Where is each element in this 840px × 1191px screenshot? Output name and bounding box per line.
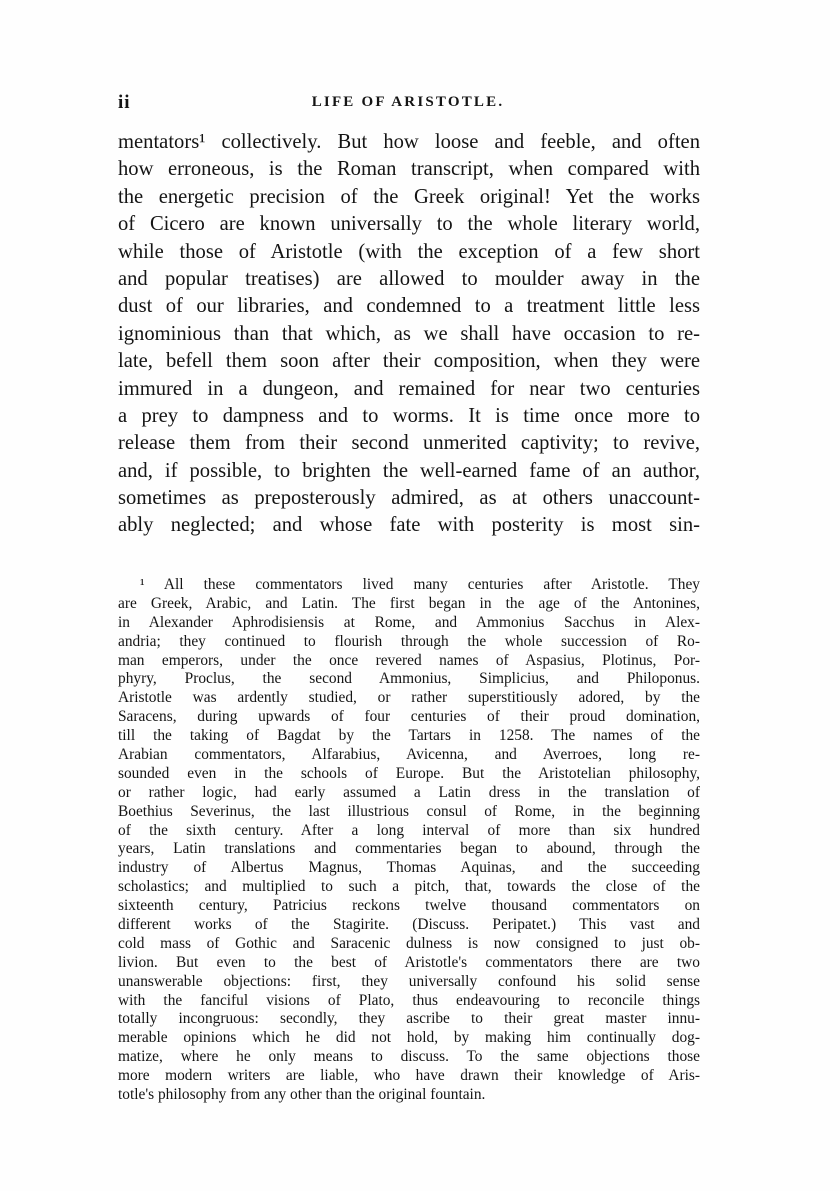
text-line: of Cicero are known universally to the whole literary world,: [118, 213, 700, 236]
footnote-line: with the fanciful visions of Plato, thus endeavouring to reconcile things: [118, 991, 700, 1009]
text-line: ignominious than that which, as we shall have occasion to re-: [118, 322, 700, 345]
text-line: sometimes as preposterously admired, as at others unaccount-: [118, 487, 700, 510]
footnote-line: or rather logic, had early assumed a Latin dress in the translation of: [118, 783, 700, 801]
page-number: ii: [118, 92, 131, 113]
running-title: LIFE OF ARISTOTLE.: [311, 94, 505, 110]
text-line: mentators¹ collectively. But how loose and feeble, and often: [118, 131, 700, 153]
footnote-line: andria; they continued to flourish through the whole succession of Ro-: [118, 632, 700, 650]
footnote-line: totle's philosophy from any other than the original fountain.: [118, 1086, 486, 1104]
footnote: [118, 576, 700, 1105]
text-line: dust of our libraries, and condemned to a treatment little less: [118, 295, 700, 318]
footnote-line: merable opinions which he did not hold, by making him continually dog-: [118, 1029, 700, 1047]
footnote-line: ¹ All these commentators lived many centuries after Aristotle. They: [140, 576, 700, 593]
main-text: [118, 129, 700, 540]
footnote-line: of the sixth century. After a long interval of more than six hundred: [118, 821, 700, 839]
footnote-line: cold mass of Gothic and Saracenic dulness is now consigned to just ob-: [118, 934, 700, 952]
footnote-line: matize, where he only means to discuss. To the same objections those: [118, 1048, 700, 1066]
footnote-line: Arabian commentators, Alfarabius, Avicenna, and Averroes, long re-: [118, 746, 700, 764]
text-line: the energetic precision of the Greek original! Yet the works: [118, 185, 700, 208]
text-line: how erroneous, is the Roman transcript, when compared with: [118, 158, 700, 181]
footnote-line: Aristotle was ardently studied, or rather superstitiously adored, by the: [118, 689, 700, 707]
footnote-line: different works of the Stagirite. (Discuss. Peripatet.) This vast and: [118, 916, 700, 934]
text-line: while those of Aristotle (with the exception of a few short: [118, 240, 700, 263]
footnote-line: unanswerable objections: first, they universally confound his solid sense: [118, 972, 700, 990]
footnote-line: Saracens, during upwards of four centuries of their proud domination,: [118, 708, 700, 726]
text-line: release them from their second unmerited captivity; to revive,: [118, 432, 700, 455]
footnote-line: till the taking of Bagdat by the Tartars in 1258. The names of the: [118, 727, 700, 745]
text-line: late, befell them soon after their composition, when they were: [118, 350, 700, 373]
text-line: ably neglected; and whose fate with posterity is most sin-: [118, 514, 700, 537]
footnote-line: man emperors, under the once revered names of Aspasius, Plotinus, Por-: [118, 651, 700, 669]
footnote-line: sounded even in the schools of Europe. But the Aristotelian philosophy,: [118, 764, 700, 782]
footnote-line: in Alexander Aphrodisiensis at Rome, and Ammonius Sacchus in Alex-: [118, 613, 700, 631]
footnote-line: totally incongruous: secondly, they ascribe to their great master innu-: [118, 1010, 700, 1028]
footnote-line: are Greek, Arabic, and Latin. The first began in the age of the Antonines,: [118, 594, 700, 612]
page-header: [118, 92, 698, 114]
text-line: a prey to dampness and to worms. It is time once more to: [118, 404, 700, 427]
text-line: and popular treatises) are allowed to moulder away in the: [118, 267, 700, 290]
footnote-line: sixteenth century, Patricius reckons twelve thousand commentators on: [118, 897, 700, 915]
footnote-line: industry of Albertus Magnus, Thomas Aquinas, and the succeeding: [118, 859, 700, 877]
text-line: and, if possible, to brighten the well-earned fame of an author,: [118, 459, 700, 482]
footnote-line: phyry, Proclus, the second Ammonius, Simplicius, and Philoponus.: [118, 670, 700, 688]
text-line: immured in a dungeon, and remained for near two centuries: [118, 377, 700, 400]
footnote-line: scholastics; and multiplied to such a pitch, that, towards the close of the: [118, 878, 700, 896]
footnote-line: Boethius Severinus, the last illustrious consul of Rome, in the beginning: [118, 802, 700, 820]
footnote-line: years, Latin translations and commentaries began to abound, through the: [118, 840, 700, 858]
footnote-line: more modern writers are liable, who have drawn their knowledge of Aris-: [118, 1067, 700, 1085]
footnote-line: livion. But even to the best of Aristotle's commentators there are two: [118, 953, 700, 971]
